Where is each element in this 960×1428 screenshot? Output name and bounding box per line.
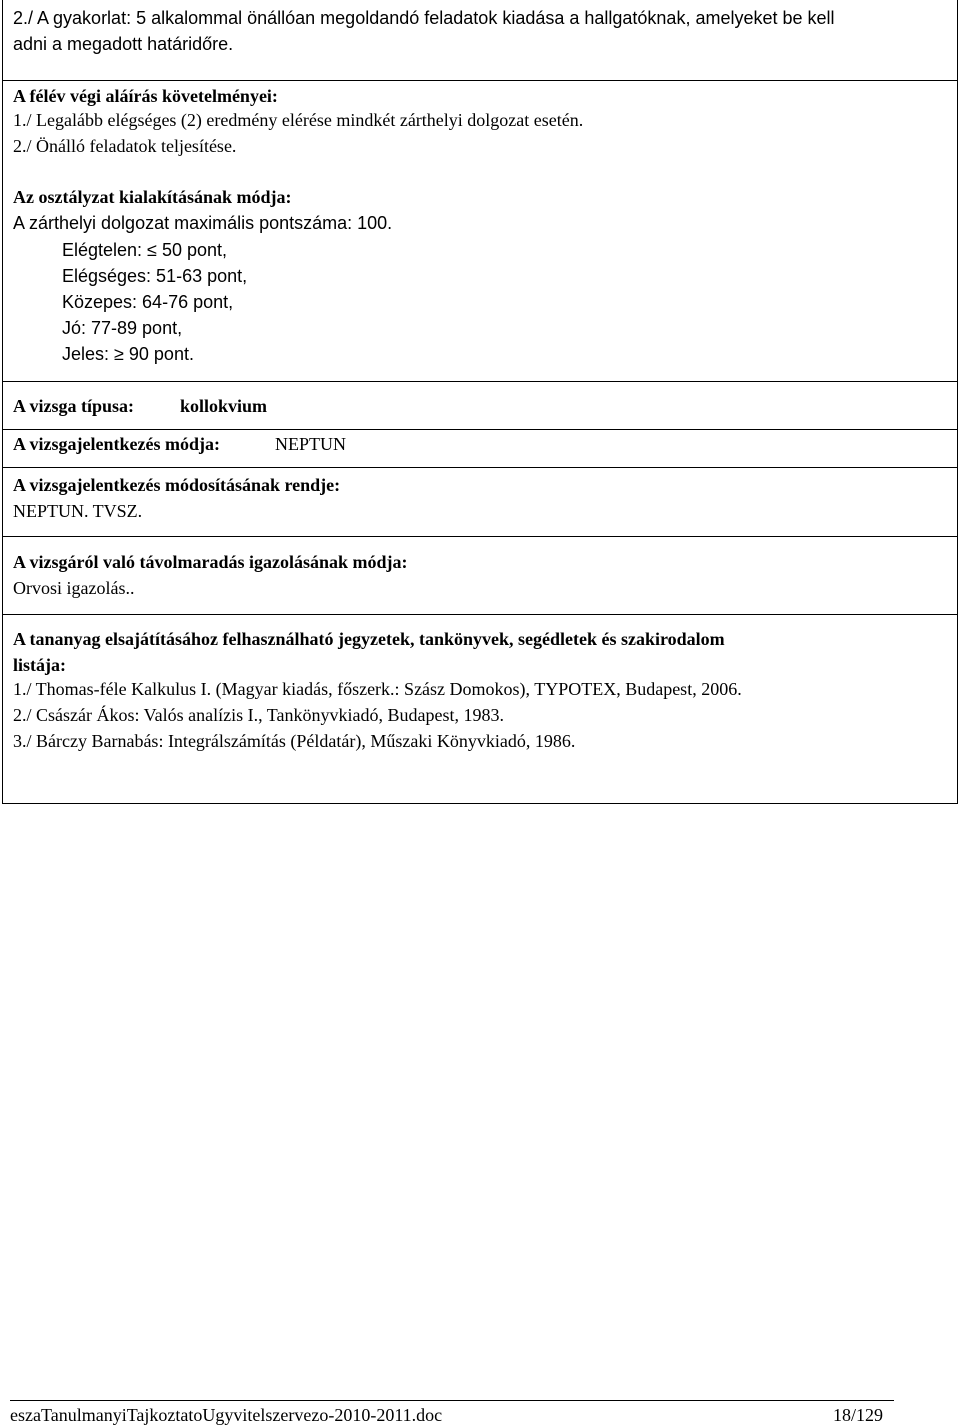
grade-scale-item: Elégtelen: ≤ 50 pont, [62, 240, 227, 260]
exam-type-value: kollokvium [180, 396, 268, 416]
grading-heading: Az osztályzat kialakításának módja: [13, 187, 292, 207]
grade-scale-item: Közepes: 64-76 pont, [62, 292, 234, 312]
grading-intro: A zárthelyi dolgozat maximális pontszáma: 100. [13, 213, 393, 233]
row-divider [2, 80, 958, 81]
row-divider [2, 381, 958, 382]
absence-value: Orvosi igazolás.. [13, 578, 135, 598]
literature-item: 2./ Császár Ákos: Valós analízis I., Tankönyvkiadó, Budapest, 1983. [13, 705, 505, 725]
signature-item: 2./ Önálló feladatok teljesítése. [13, 136, 237, 156]
practice-line: adni a megadott határidőre. [13, 34, 234, 54]
table-left-border [2, 0, 3, 804]
footer-page-number: 18/129 [833, 1405, 884, 1425]
row-divider [2, 467, 958, 468]
footer-rule [10, 1400, 894, 1401]
literature-item: 3./ Bárczy Barnabás: Integrálszámítás (Példatár), Műszaki Könyvkiadó, 1986. [13, 731, 576, 751]
registration-change-heading: A vizsgajelentkezés módosításának rendje: [13, 475, 341, 495]
literature-item: 1./ Thomas-féle Kalkulus I. (Magyar kiadás, főszerk.: Szász Domokos), TYPOTEX, Budapest, 2006. [13, 679, 742, 699]
row-divider [2, 536, 958, 537]
signature-heading: A félév végi aláírás követelményei: [13, 86, 278, 106]
grade-scale-item: Jó: 77-89 pont, [62, 318, 183, 338]
footer-filename: eszaTanulmanyiTajkoztatoUgyvitelszervezo-2010-2011.doc [10, 1405, 443, 1425]
table-bottom-border [2, 803, 958, 804]
registration-value: NEPTUN [275, 434, 346, 454]
signature-item: 1./ Legalább elégséges (2) eredmény elérése mindkét zárthelyi dolgozat esetén. [13, 110, 584, 130]
literature-heading: A tananyag elsajátításához felhasználható jegyzetek, tankönyvek, segédletek és szakirodalom [13, 629, 725, 649]
registration-change-value: NEPTUN. TVSZ. [13, 501, 143, 521]
table-right-border [957, 0, 958, 804]
practice-line: 2./ A gyakorlat: 5 alkalommal önállóan megoldandó feladatok kiadása a hallgatóknak, amelyeket be kell [13, 8, 835, 28]
grade-scale-item: Jeles: ≥ 90 pont. [62, 344, 194, 364]
row-divider [2, 614, 958, 615]
row-divider [2, 429, 958, 430]
literature-heading: listája: [13, 655, 66, 675]
registration-label: A vizsgajelentkezés módja: [13, 434, 220, 454]
grade-scale-item: Elégséges: 51-63 pont, [62, 266, 248, 286]
exam-type-label: A vizsga típusa: [13, 396, 135, 416]
absence-heading: A vizsgáról való távolmaradás igazolásának módja: [13, 552, 408, 572]
